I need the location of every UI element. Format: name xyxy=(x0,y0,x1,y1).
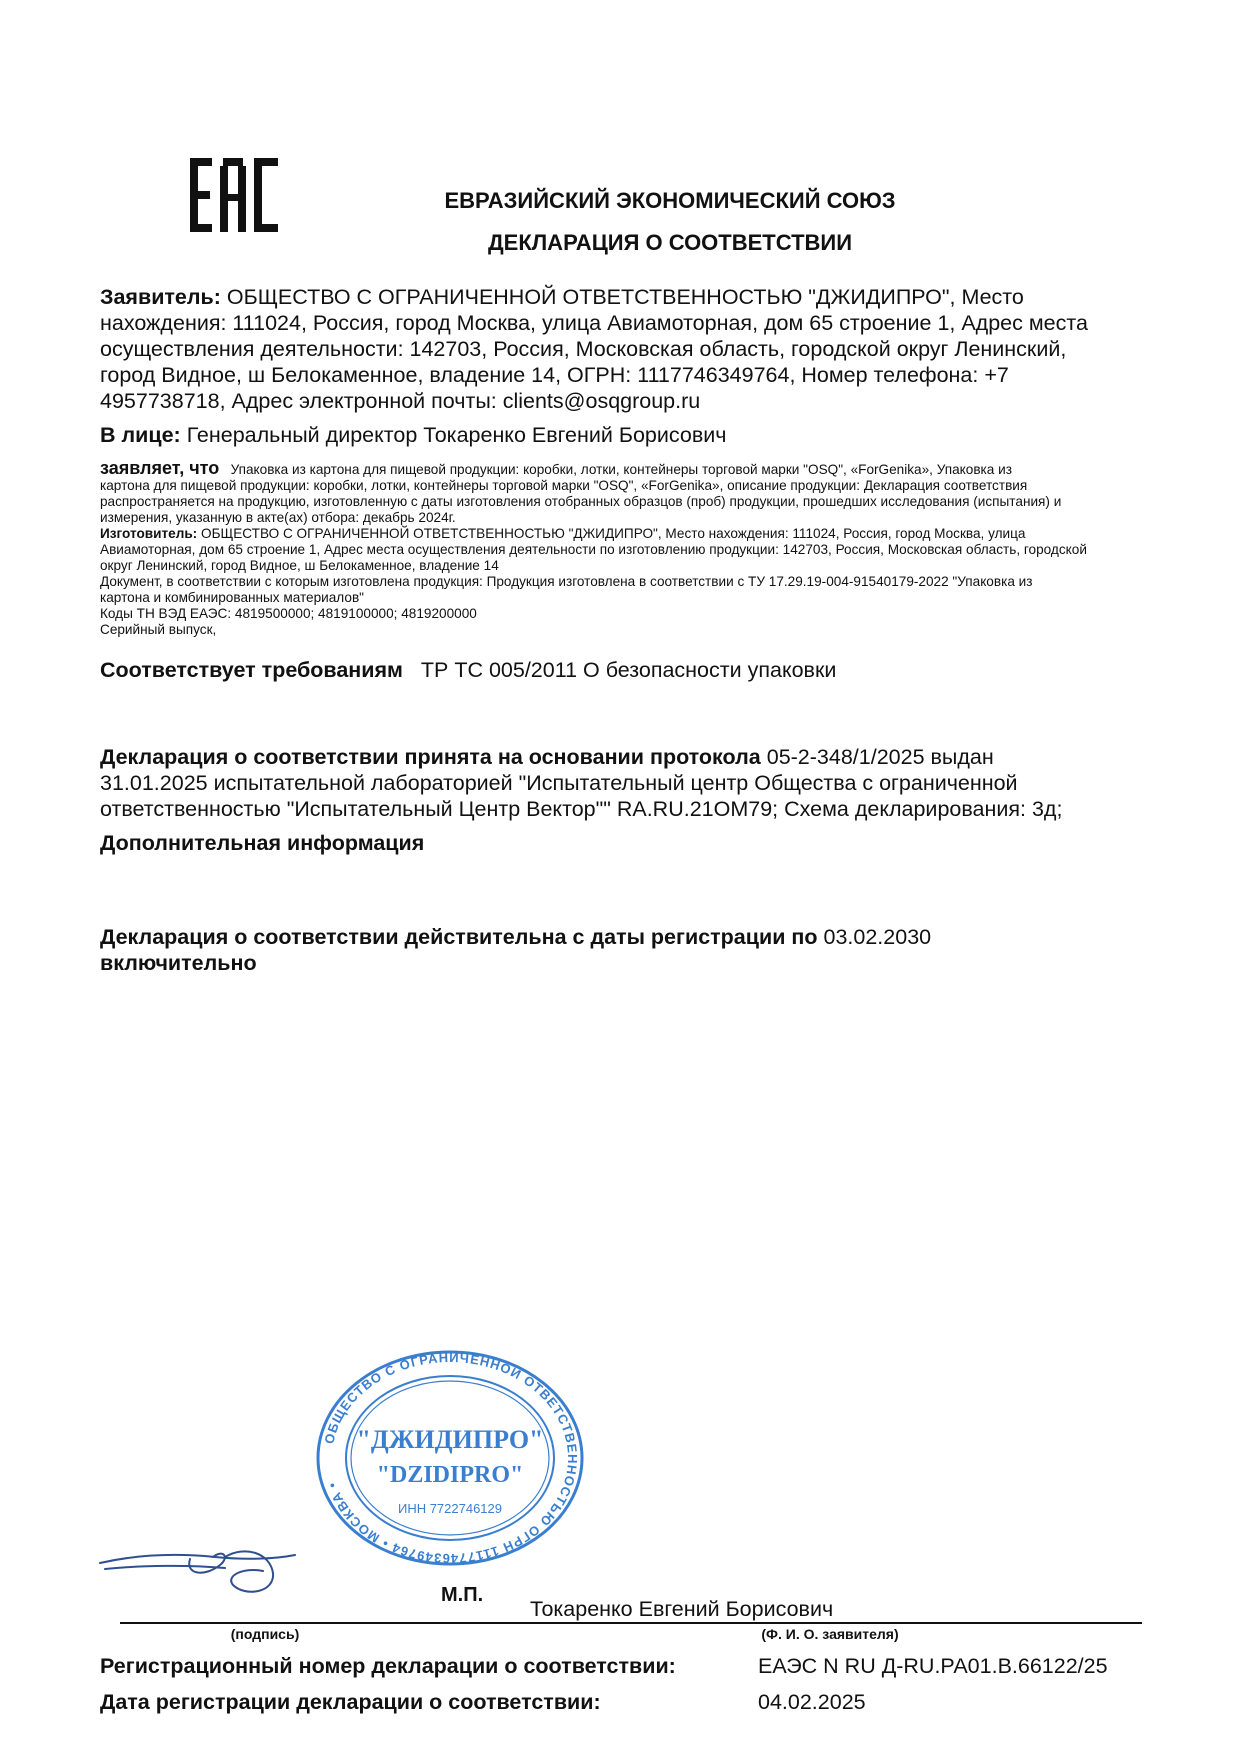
name-line xyxy=(413,1622,1142,1624)
registration-date-label: Дата регистрации декларации о соответствии: xyxy=(100,1690,601,1714)
stamp-ring-text: ОБЩЕСТВО С ОГРАНИЧЕННОЙ ОТВЕТСТВЕННОСТЬЮ ОГРН 1117746349764 • МОСКВА • xyxy=(321,1349,581,1567)
stamp-name-en: "DZIDIPRO" xyxy=(376,1462,524,1488)
eac-logo xyxy=(190,158,280,232)
registration-number: ЕАЭС N RU Д-RU.РА01.В.66122/25 xyxy=(758,1654,1108,1678)
document-line: картона и комбинированных материалов" xyxy=(100,590,365,605)
organization-title: ЕВРАЗИЙСКИЙ ЭКОНОМИЧЕСКИЙ СОЮЗ xyxy=(444,188,896,213)
name-caption: (Ф. И. О. заявителя) xyxy=(761,1626,899,1642)
codes-line: Коды ТН ВЭД ЕАЭС: 4819500000; 4819100000; 4819200000 xyxy=(100,606,477,621)
registration-date: 04.02.2025 xyxy=(758,1690,866,1714)
applicant-line: 4957738718, Адрес электронной почты: clients@osqgroup.ru xyxy=(100,389,701,413)
stamp-place-label: М.П. xyxy=(441,1584,484,1606)
company-stamp xyxy=(310,1348,590,1568)
applicant-line: осуществления деятельности: 142703, Россия, Московская область, городской округ Ленинский, xyxy=(100,337,1067,361)
registration-number-label: Регистрационный номер декларации о соответствии: xyxy=(100,1654,676,1678)
declares-line: измерения, указанную в акте(ах) отбора: декабрь 2024г. xyxy=(100,510,456,525)
svg-text:ОБЩЕСТВО С ОГРАНИЧЕННОЙ ОТВЕТС xyxy=(321,1350,580,1566)
declares-block xyxy=(100,460,1170,638)
validity-date: 03.02.2030 xyxy=(823,925,932,949)
basis-label: Декларация о соответствии принята на основании протокола xyxy=(100,745,761,769)
document-line: Документ, в соответствии с которым изготовлена продукция: Продукция изготовлена в соответствии с ТУ 17.29.19-004-91540179-2022 "Упаковка из xyxy=(100,574,1033,589)
serial-line: Серийный выпуск, xyxy=(100,622,217,637)
represented-by-label: В лице: xyxy=(100,423,181,447)
represented-by-value: Генеральный директор Токаренко Евгений Борисович xyxy=(186,423,727,447)
basis-protocol: 05-2-348/1/2025 выдан xyxy=(766,745,994,769)
basis-line: ответственностью "Испытательный Центр Вектор"" RA.RU.21OM79; Схема декларирования: 3д; xyxy=(100,797,1063,821)
applicant-line: город Видное, ш Белокаменное, владение 14, ОГРН: 1117746349764, Номер телефона: +7 xyxy=(100,363,1009,387)
stamp-inn: ИНН 7722746129 xyxy=(397,1501,503,1516)
declares-label: заявляет, что xyxy=(100,458,220,478)
signature-line xyxy=(120,1622,413,1624)
additional-info-label: Дополнительная информация xyxy=(100,831,425,855)
validity-label: Декларация о соответствии действительна с даты регистрации по xyxy=(100,925,818,949)
basis-line: 31.01.2025 испытательной лабораторией "Испытательный центр Общества с ограниченной xyxy=(100,771,1018,795)
applicant-line: нахождения: 111024, Россия, город Москва, улица Авиамоторная, дом 65 строение 1, Адрес места xyxy=(100,311,1088,335)
declares-line: картона для пищевой продукции: коробки, лотки, контейнеры торговой марки "OSQ", «ForGenika», описание продукции: Декларация соответствия xyxy=(100,478,1028,493)
requirements-value: ТР ТС 005/2011 О безопасности упаковки xyxy=(420,658,837,682)
validity-suffix: включительно xyxy=(100,951,257,975)
declares-line: распространяется на продукцию, изготовленную с даты изготовления отобранных образцов (проб) продукции, прошедших исследования (испытания) и xyxy=(100,494,1062,509)
stamp-name-ru: "ДЖИДИПРО" xyxy=(356,1425,544,1454)
manufacturer-label: Изготовитель: xyxy=(100,526,198,541)
manufacturer-line: Авиамоторная, дом 65 строение 1, Адрес места осуществления деятельности по изготовлению продукции: 142703, Россия, Московская область, городской xyxy=(100,542,1087,557)
basis-block xyxy=(100,744,1160,822)
validity-block xyxy=(100,924,1160,976)
represented-by xyxy=(100,422,1160,448)
handwritten-signature xyxy=(95,1535,305,1605)
manufacturer-line: округ Ленинский, город Видное, ш Белокаменное, владение 14 xyxy=(100,558,499,573)
applicant-label: Заявитель: xyxy=(100,285,221,309)
requirements xyxy=(100,657,1160,683)
declares-line: Упаковка из картона для пищевой продукции: коробки, лотки, контейнеры торговой марки "OSQ", «ForGenika», Упаковка из xyxy=(230,462,1012,477)
applicant-block xyxy=(100,284,1160,414)
manufacturer-line: ОБЩЕСТВО С ОГРАНИЧЕННОЙ ОТВЕТСТВЕННОСТЬЮ "ДЖИДИПРО", Место нахождения: 111024, Россия, город Москва, улица xyxy=(201,526,1026,541)
applicant-line: ОБЩЕСТВО С ОГРАНИЧЕННОЙ ОТВЕТСТВЕННОСТЬЮ "ДЖИДИПРО", Место xyxy=(226,285,1024,309)
document-title: ДЕКЛАРАЦИЯ О СООТВЕТСТВИИ xyxy=(487,230,853,255)
signature-caption: (подпись) xyxy=(230,1626,300,1642)
signer-name: Токаренко Евгений Борисович xyxy=(530,1597,834,1621)
requirements-label: Соответствует требованиям xyxy=(100,658,403,682)
